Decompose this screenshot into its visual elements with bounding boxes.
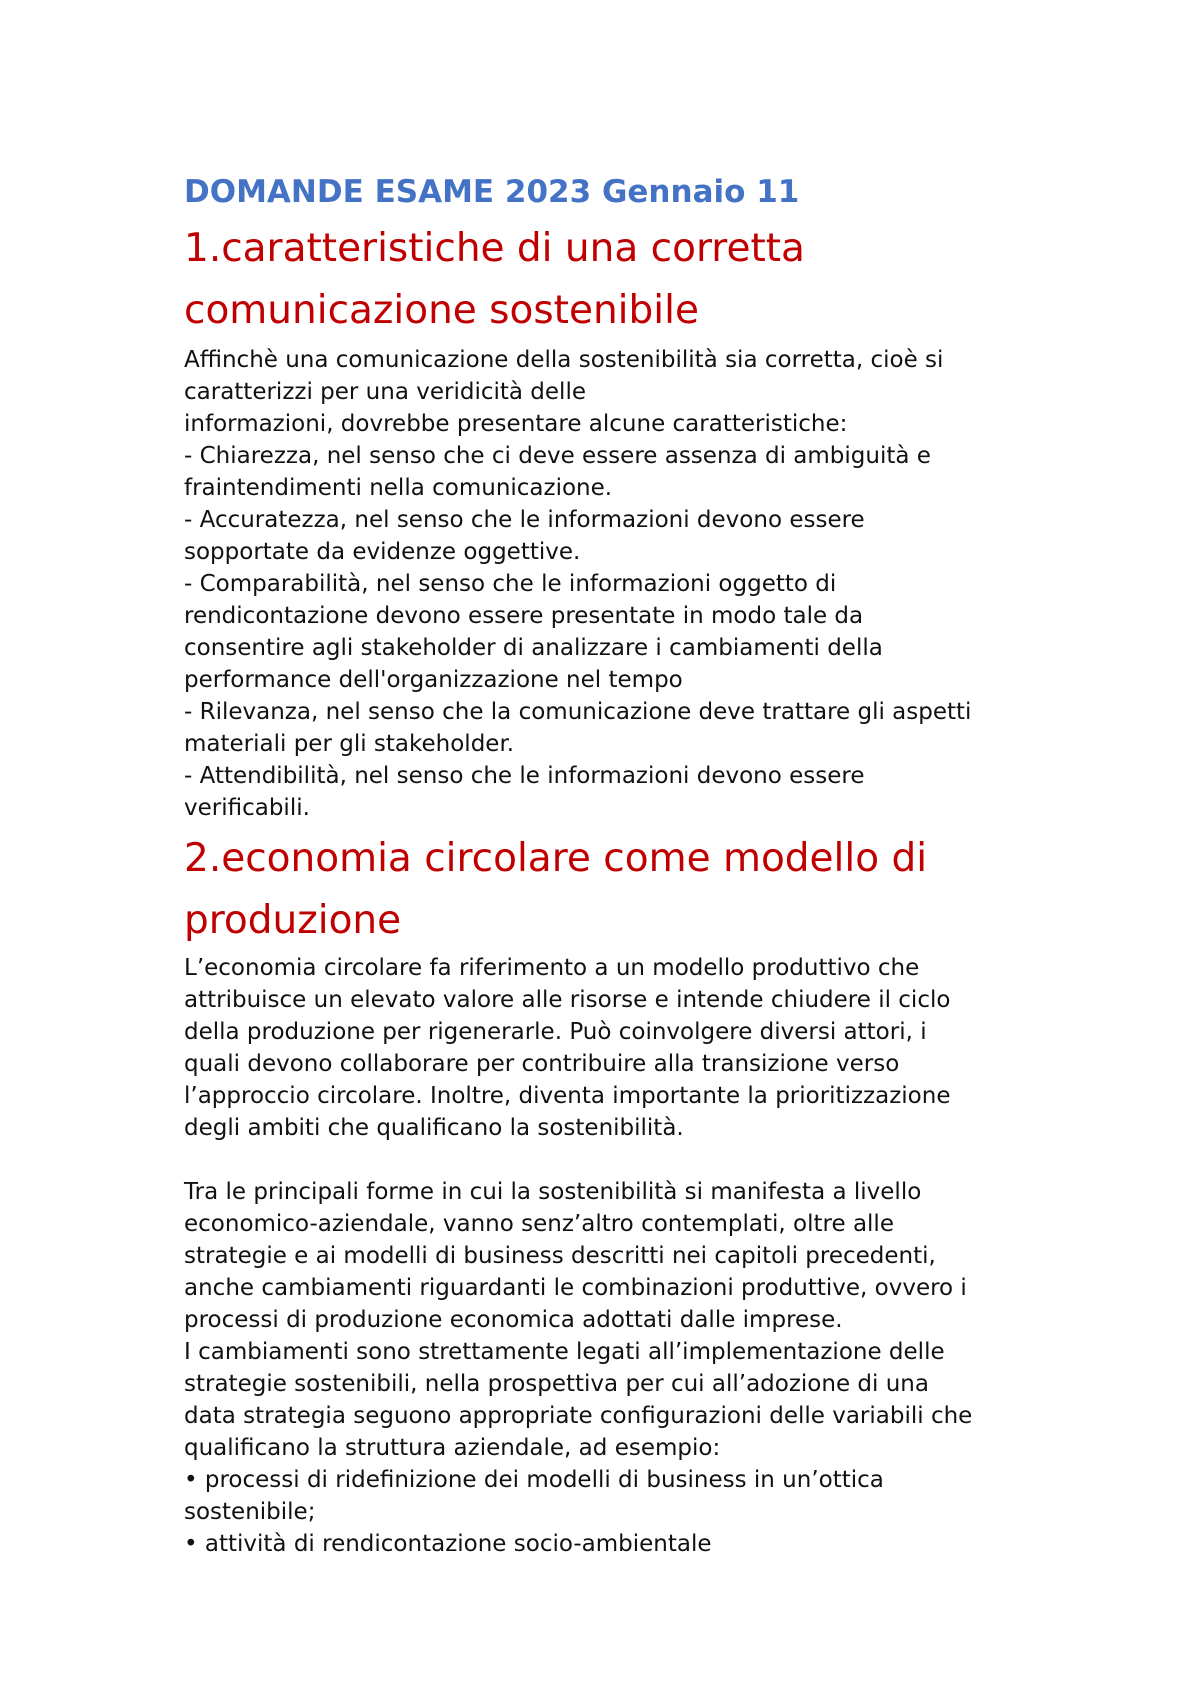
text-line: qualificano la struttura aziendale, ad esempio:: [184, 1435, 721, 1461]
heading-line: 1.caratteristiche di una corretta: [184, 226, 805, 271]
text-line: economico-aziendale, vanno senz’altro contemplati, oltre alle: [184, 1211, 894, 1237]
text-line: anche cambiamenti riguardanti le combinazioni produttive, ovvero i: [184, 1275, 967, 1301]
question-section-2: [184, 828, 1064, 1560]
question-section-1: [184, 218, 1064, 824]
text-line: attribuisce un elevato valore alle risorse e intende chiudere il ciclo: [184, 987, 951, 1013]
text-line: sostenibile;: [184, 1499, 316, 1525]
text-line: I cambiamenti sono strettamente legati all’implementazione delle: [184, 1339, 945, 1365]
paragraph-spacer: [184, 1144, 1064, 1176]
text-line: Affinchè una comunicazione della sostenibilità sia corretta, cioè si: [184, 347, 944, 373]
text-line: degli ambiti che qualificano la sostenibilità.: [184, 1115, 684, 1141]
text-line: Tra le principali forme in cui la sostenibilità si manifesta a livello: [184, 1179, 922, 1205]
heading-line: comunicazione sostenibile: [184, 288, 699, 333]
text-line: - Attendibilità, nel senso che le informazioni devono essere: [184, 763, 865, 789]
text-line: verificabili.: [184, 795, 310, 821]
text-line: della produzione per rigenerarle. Può coinvolgere diversi attori, i: [184, 1019, 927, 1045]
answer-2-paragraph-1: [184, 952, 1064, 1144]
heading-line: produzione: [184, 898, 402, 943]
text-line: informazioni, dovrebbe presentare alcune caratteristiche:: [184, 411, 848, 437]
question-2-heading: [184, 828, 1064, 952]
text-line: - Comparabilità, nel senso che le informazioni oggetto di: [184, 571, 837, 597]
text-line: performance dell'organizzazione nel tempo: [184, 667, 683, 693]
text-line: strategie sostenibili, nella prospettiva per cui all’adozione di una: [184, 1371, 929, 1397]
text-line: - Chiarezza, nel senso che ci deve essere assenza di ambiguità e: [184, 443, 931, 469]
text-line: sopportate da evidenze oggettive.: [184, 539, 581, 565]
text-line: fraintendimenti nella comunicazione.: [184, 475, 613, 501]
text-line: - Accuratezza, nel senso che le informazioni devono essere: [184, 507, 865, 533]
answer-1-paragraph: [184, 344, 1064, 824]
text-line: - Rilevanza, nel senso che la comunicazione deve trattare gli aspetti: [184, 699, 972, 725]
text-line: processi di produzione economica adottati dalle imprese.: [184, 1307, 843, 1333]
text-line: • processi di ridefinizione dei modelli di business in un’ottica: [184, 1467, 884, 1493]
text-line: L’economia circolare fa riferimento a un modello produttivo che: [184, 955, 920, 981]
document-page: [184, 170, 1064, 1560]
text-line: strategie e ai modelli di business descritti nei capitoli precedenti,: [184, 1243, 936, 1269]
question-1-heading: [184, 218, 1064, 342]
heading-line: 2.economia circolare come modello di: [184, 836, 928, 881]
answer-2-paragraph-2: [184, 1176, 1064, 1560]
text-line: consentire agli stakeholder di analizzare i cambiamenti della: [184, 635, 883, 661]
text-line: l’approccio circolare. Inoltre, diventa importante la prioritizzazione: [184, 1083, 951, 1109]
text-line: data strategia seguono appropriate configurazioni delle variabili che: [184, 1403, 973, 1429]
text-line: materiali per gli stakeholder.: [184, 731, 515, 757]
document-title: DOMANDE ESAME 2023 Gennaio 11: [184, 174, 800, 210]
text-line: quali devono collaborare per contribuire alla transizione verso: [184, 1051, 900, 1077]
text-line: caratterizzi per una veridicità delle: [184, 379, 586, 405]
text-line: rendicontazione devono essere presentate in modo tale da: [184, 603, 864, 629]
text-line: • attività di rendicontazione socio-ambientale: [184, 1531, 712, 1557]
